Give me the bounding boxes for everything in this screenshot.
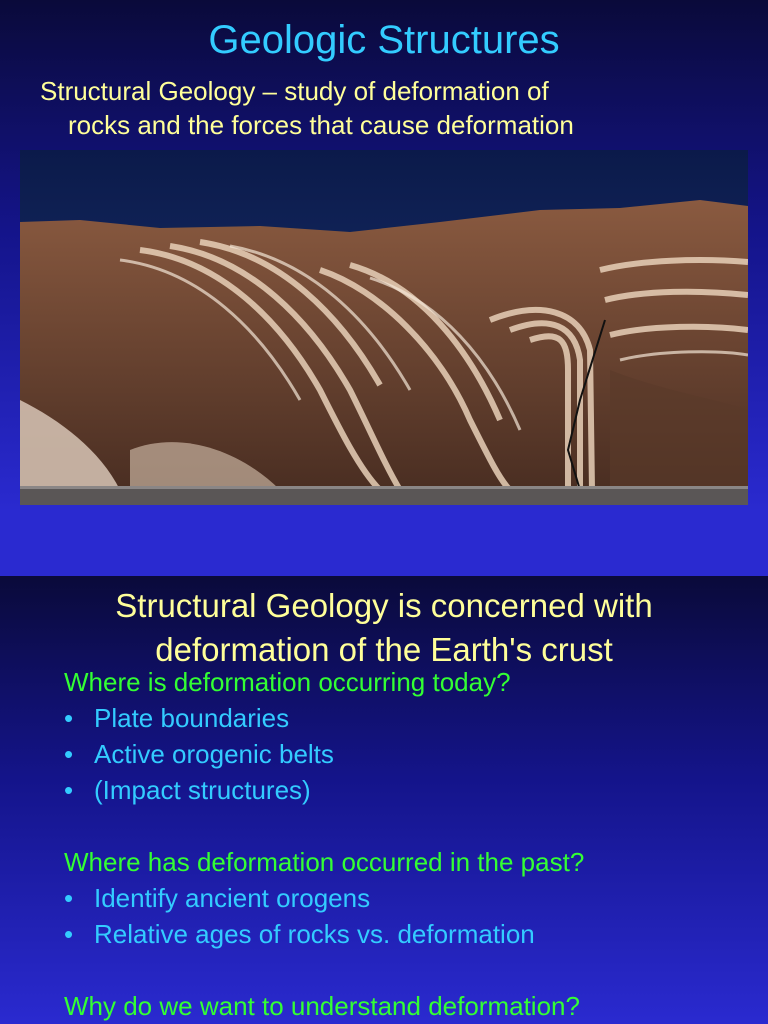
spacer: [64, 808, 764, 844]
slide-2-body: [64, 664, 764, 1024]
bullet-text: Active orogenic belts: [94, 739, 334, 769]
slide-2-title-line-1: Structural Geology is concerned with: [115, 587, 653, 624]
folded-rock-strata-photo: [20, 150, 748, 505]
bullet-dot: •: [64, 739, 74, 769]
bullet-dot: •: [64, 775, 74, 805]
bullet-item: [64, 700, 764, 736]
bullet-item: [64, 736, 764, 772]
bullet-text: Plate boundaries: [94, 703, 290, 733]
slide-2-title: [0, 584, 768, 672]
subtitle-line-2: rocks and the forces that cause deformation: [68, 110, 574, 140]
slide-1-title: Geologic Structures: [208, 18, 560, 62]
bullet-item: [64, 880, 764, 916]
bullet-text: (Impact structures): [94, 775, 311, 805]
bullet-dot: •: [64, 883, 74, 913]
bullet-text: Identify ancient orogens: [94, 883, 371, 913]
slide-2: [0, 576, 768, 1024]
bullet-item: [64, 772, 764, 808]
slide-2-title-line-2: deformation of the Earth's crust: [155, 631, 613, 668]
question-1: Where is deformation occurring today?: [64, 667, 511, 697]
slide-gap: [0, 512, 768, 576]
bullet-text: Relative ages of rocks vs. deformation: [94, 919, 535, 949]
subtitle-line-1: Structural Geology – study of deformation of: [40, 76, 549, 106]
slide-1-subtitle: [40, 74, 740, 142]
question-3: Why do we want to understand deformation?: [64, 991, 580, 1021]
bullet-dot: •: [64, 919, 74, 949]
bullet-dot: •: [64, 703, 74, 733]
spacer: [64, 952, 764, 988]
question-2: Where has deformation occurred in the past?: [64, 847, 585, 877]
bullet-item: [64, 916, 764, 952]
